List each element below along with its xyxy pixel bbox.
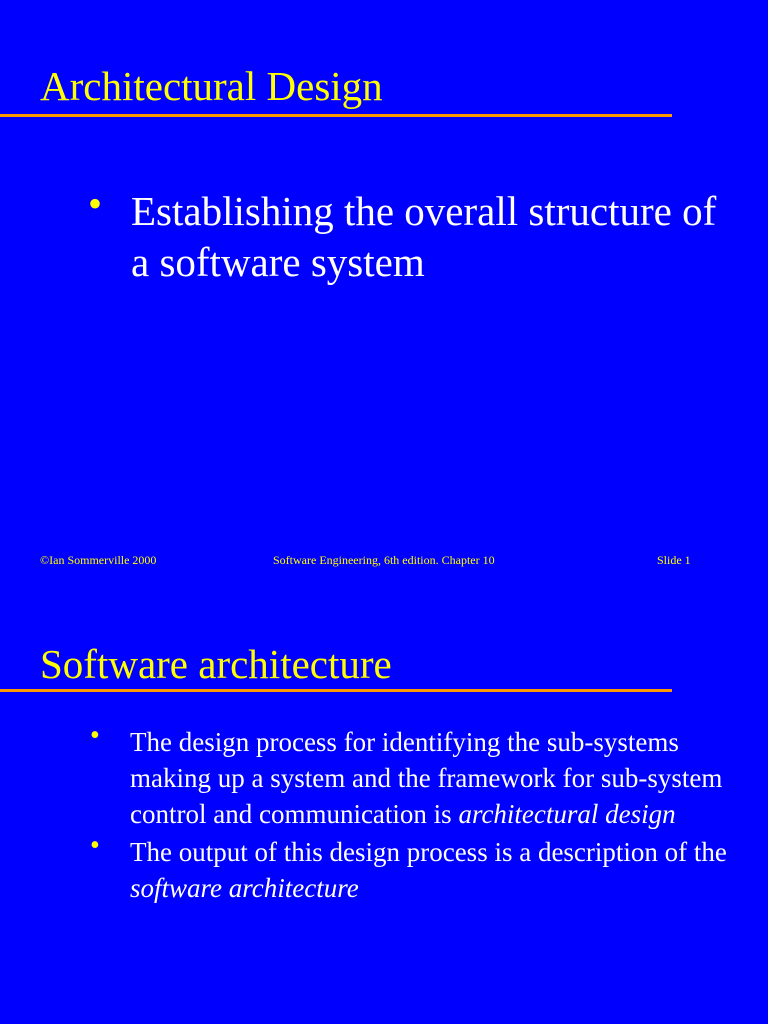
bullet-emphasis: software architecture	[130, 873, 359, 903]
bullet-list	[0, 181, 731, 288]
footer-book-title: Software Engineering, 6th edition. Chapter 10	[273, 553, 495, 567]
bullet-item	[0, 830, 730, 906]
title-underline	[0, 114, 672, 117]
bullet-list	[0, 720, 730, 908]
slide-software-architecture	[0, 576, 768, 1024]
footer-slide-number: Slide 1	[657, 553, 691, 567]
bullet-text: Establishing the overall structure of a software system	[131, 188, 717, 285]
slide-title: Architectural Design	[40, 63, 383, 109]
footer-copyright: ©Ian Sommerville 2000	[40, 553, 157, 567]
bullet-dot-icon: •	[90, 830, 100, 861]
bullet-dot-icon: •	[88, 181, 103, 226]
bullet-text: The design process for identifying the sub-systems making up a system and the framework for sub-system control and communication is	[130, 727, 723, 829]
bullet-item	[0, 720, 730, 832]
bullet-item	[0, 181, 731, 288]
bullet-emphasis: architectural design	[458, 799, 676, 829]
title-underline	[0, 689, 672, 692]
bullet-dot-icon: •	[90, 720, 100, 751]
slide-title: Software architecture	[40, 641, 392, 687]
bullet-text: The output of this design process is a description of the	[130, 837, 727, 867]
